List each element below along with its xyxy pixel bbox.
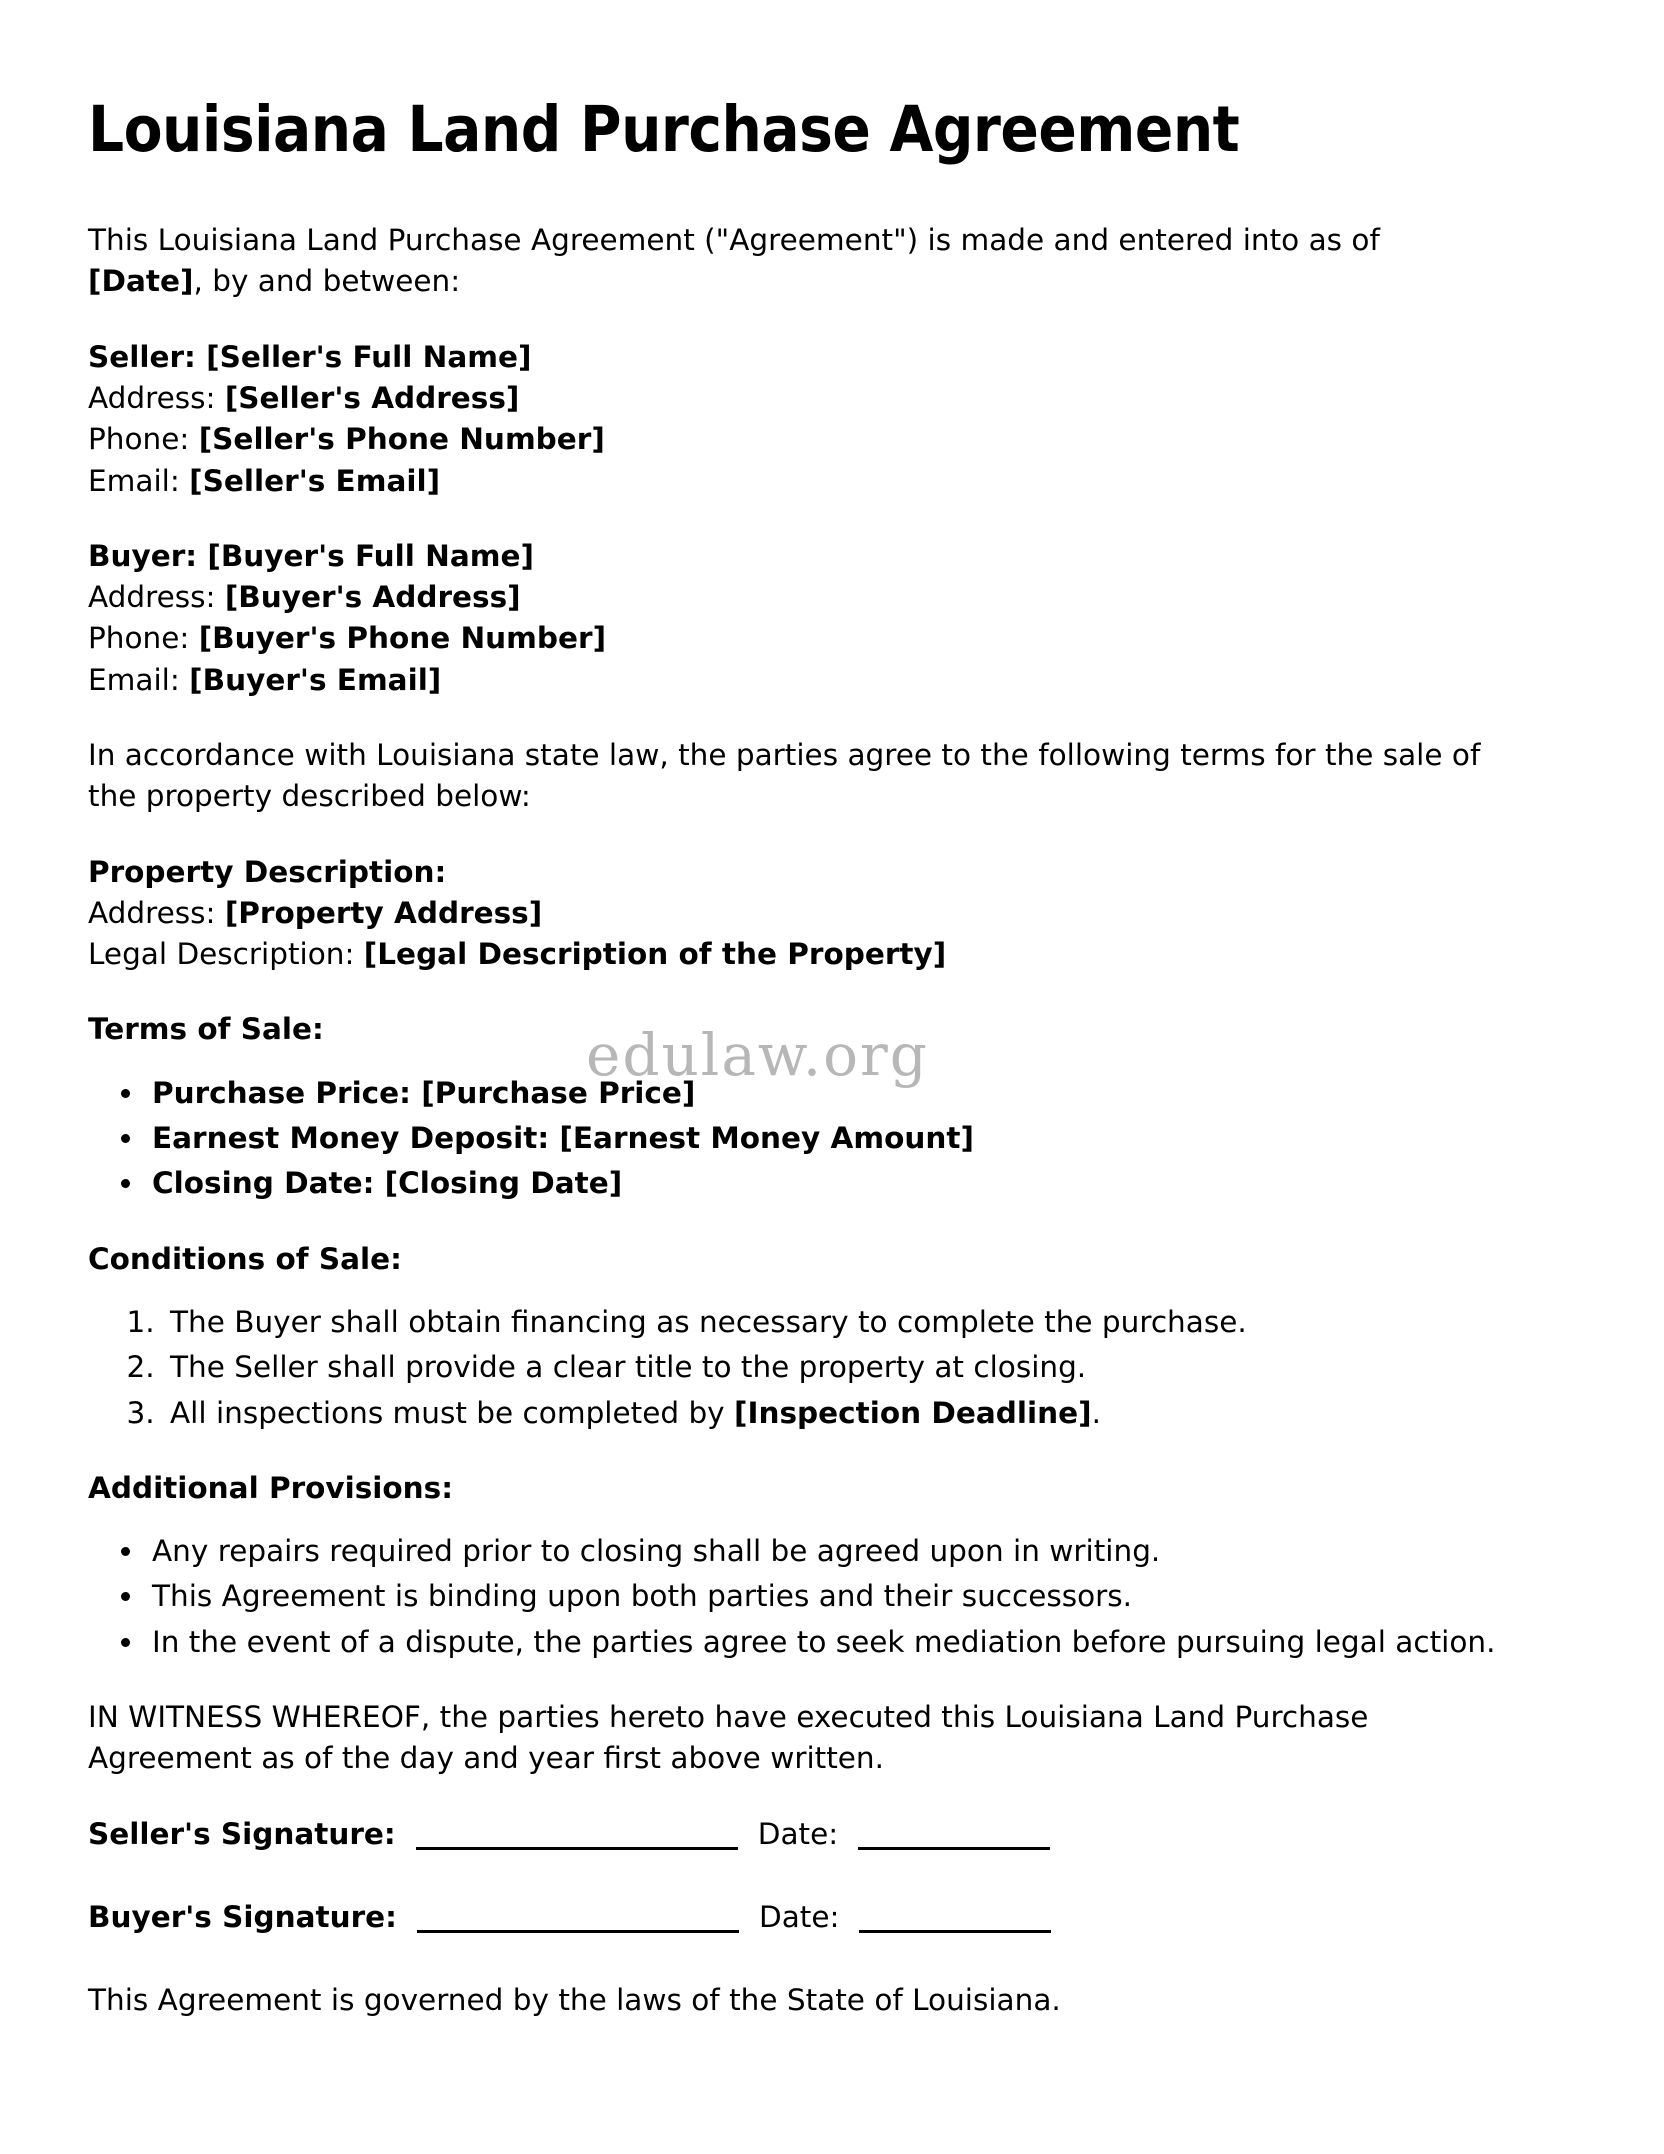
seller-email-line: [88, 461, 1560, 502]
seller-signature-label: Seller's Signature:: [88, 1816, 396, 1851]
list-item: • Closing Date: [Closing Date]: [146, 1163, 1502, 1204]
condition-text-after: .: [1091, 1395, 1102, 1430]
seller-date-line[interactable]: [858, 1847, 1050, 1850]
seller-name-line: Seller: [Seller's Full Name]: [88, 339, 532, 374]
property-legal-line: [88, 934, 1560, 975]
seller-block: [88, 337, 1560, 502]
watermark-edulaw: edulaw.org: [586, 1021, 929, 1089]
buyer-name-line: Buyer: [Buyer's Full Name]: [88, 538, 534, 573]
list-item: 2. The Seller shall provide a clear title to the property at closing.: [164, 1347, 1520, 1388]
intro-date-placeholder: [Date]: [88, 264, 194, 299]
property-address-label: Address:: [88, 895, 225, 930]
list-item: • This Agreement is binding upon both parties and their successors.: [146, 1576, 1502, 1617]
buyer-signature-line[interactable]: [417, 1930, 739, 1933]
property-address-value: [Property Address]: [224, 895, 543, 930]
buyer-email-label: Email:: [88, 662, 190, 697]
condition-text-before: All inspections must be completed by: [170, 1395, 735, 1430]
document-content: [88, 93, 1560, 2022]
inspection-deadline-placeholder: [Inspection Deadline]: [734, 1395, 1092, 1430]
buyer-email-value: [Buyer's Email]: [189, 662, 442, 697]
page-title: Louisiana Land Purchase Agreement: [88, 93, 1240, 166]
additional-provisions-heading: Additional Provisions:: [88, 1470, 454, 1505]
buyer-address-value: [Buyer's Address]: [224, 580, 521, 615]
property-description-block: [88, 852, 1560, 976]
conditions-of-sale-heading: Conditions of Sale:: [88, 1241, 402, 1276]
property-legal-label: Legal Description:: [88, 937, 364, 972]
list-item: • Earnest Money Deposit: [Earnest Money Amount]: [146, 1118, 1502, 1159]
seller-phone-label: Phone:: [88, 422, 199, 457]
list-item: • In the event of a dispute, the parties agree to seek mediation before pursuing legal action.: [146, 1622, 1502, 1663]
seller-signature-line[interactable]: [416, 1847, 738, 1850]
buyer-phone-value: [Buyer's Phone Number]: [198, 621, 607, 656]
seller-signature-row: [88, 1814, 1560, 1855]
seller-address-value: [Seller's Address]: [224, 380, 520, 415]
buyer-phone-label: Phone:: [88, 621, 199, 656]
buyer-date-line[interactable]: [859, 1930, 1051, 1933]
buyer-signature-row: [88, 1897, 1560, 1938]
seller-phone-value: [Seller's Phone Number]: [198, 422, 605, 457]
buyer-address-label: Address:: [88, 580, 225, 615]
property-description-heading: Property Description:: [88, 854, 447, 889]
list-item: 1. The Buyer shall obtain financing as necessary to complete the purchase.: [164, 1302, 1520, 1343]
witness-paragraph: IN WITNESS WHEREOF, the parties hereto have executed this Louisiana Land Purchase Agreement as of the day and year first above written.: [88, 1700, 1369, 1776]
intro-paragraph: [88, 220, 1488, 303]
list-item: • Purchase Price: [Purchase Price]: [146, 1073, 1502, 1114]
buyer-date-label: Date:: [758, 1899, 840, 1934]
buyer-signature-label: Buyer's Signature:: [88, 1899, 397, 1934]
buyer-address-line: [88, 577, 1560, 618]
property-address-line: [88, 893, 1560, 934]
buyer-phone-line: [88, 618, 1560, 659]
additional-provisions-list: [88, 1531, 1560, 1663]
seller-address-line: [88, 378, 1560, 419]
list-item: • Any repairs required prior to closing shall be agreed upon in writing.: [146, 1531, 1502, 1572]
seller-email-label: Email:: [88, 463, 190, 498]
accordance-paragraph: In accordance with Louisiana state law, the parties agree to the following terms for the sale of the property described below:: [88, 738, 1481, 814]
seller-date-label: Date:: [757, 1816, 839, 1851]
buyer-block: [88, 536, 1560, 701]
intro-text-after: , by and between:: [193, 264, 461, 299]
intro-text-before: This Louisiana Land Purchase Agreement ("Agreement") is made and entered into as of: [88, 223, 1380, 258]
terms-of-sale-list: [88, 1073, 1560, 1205]
conditions-of-sale-list: [88, 1302, 1560, 1434]
terms-of-sale-heading: Terms of Sale:: [88, 1012, 324, 1047]
buyer-email-line: [88, 660, 1560, 701]
governing-law-paragraph: This Agreement is governed by the laws of the State of Louisiana.: [88, 1983, 1061, 2018]
seller-phone-line: [88, 419, 1560, 460]
property-legal-value: [Legal Description of the Property]: [363, 937, 947, 972]
seller-address-label: Address:: [88, 380, 225, 415]
seller-email-value: [Seller's Email]: [189, 463, 441, 498]
list-item: [164, 1393, 1520, 1434]
